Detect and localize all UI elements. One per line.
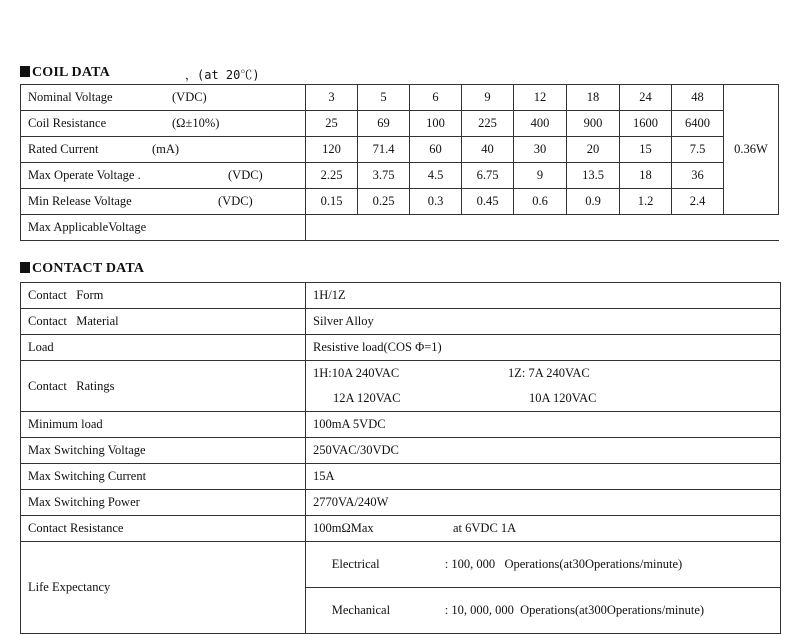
contact-form-label: Contact Form xyxy=(21,283,306,309)
row-label-text: Coil Resistance xyxy=(28,116,107,130)
life-mechanical-cell xyxy=(306,588,781,634)
life-electrical-value: : 100, 000 Operations(at30Operations/minute) xyxy=(444,557,683,571)
contact-data-title-text: CONTACT DATA xyxy=(32,261,145,276)
value-cell: 6 xyxy=(410,85,462,111)
table-row xyxy=(21,283,781,309)
coil-row xyxy=(21,215,779,241)
coil-data-subtitle: ，(at 20℃) xyxy=(185,68,260,82)
value-cell: 60 xyxy=(410,137,462,163)
contact-ratings-label: Contact Ratings xyxy=(21,361,306,412)
coil-power-cell: 0.36W xyxy=(724,85,779,215)
coil-row xyxy=(21,163,779,189)
value-cell: 18 xyxy=(620,163,672,189)
coil-data-title xyxy=(20,65,110,81)
coil-row xyxy=(21,85,779,111)
table-row xyxy=(21,542,781,588)
contact-data-table xyxy=(20,282,781,634)
value-cell: 30 xyxy=(514,137,567,163)
coil-data-title-text: COIL DATA xyxy=(32,65,110,80)
contact-material-value: Silver Alloy xyxy=(306,309,781,335)
value-cell: 100 xyxy=(410,111,462,137)
value-cell: 0.15 xyxy=(306,189,358,215)
value-cell: 0.45 xyxy=(462,189,514,215)
coil-row xyxy=(21,111,779,137)
life-mechanical-label: Mechanical xyxy=(331,603,391,617)
coil-row-label xyxy=(21,111,306,137)
value-cell: 4.5 xyxy=(410,163,462,189)
value-cell: 900 xyxy=(567,111,620,137)
value-cell: 2.25 xyxy=(306,163,358,189)
load-value: Resistive load(COS Φ=1) xyxy=(306,335,781,361)
table-row xyxy=(21,335,781,361)
value-cell: 7.5 xyxy=(672,137,724,163)
value-cell: 36 xyxy=(672,163,724,189)
coil-row xyxy=(21,137,779,163)
value-cell: 15 xyxy=(620,137,672,163)
row-unit-text: (VDC) xyxy=(218,194,253,208)
ratings-1z-a: 1Z: 7A 240VAC xyxy=(508,366,590,380)
value-cell: 20 xyxy=(567,137,620,163)
value-cell: 0.25 xyxy=(358,189,410,215)
value-cell: 13.5 xyxy=(567,163,620,189)
life-electrical-label: Electrical xyxy=(331,557,380,571)
square-bullet-icon xyxy=(20,262,30,273)
value-cell: 6.75 xyxy=(462,163,514,189)
min-load-label: Minimum load xyxy=(21,412,306,438)
table-row xyxy=(21,490,781,516)
value-cell: 1600 xyxy=(620,111,672,137)
max-applicable-label: Max ApplicableVoltage xyxy=(21,215,306,241)
value-cell: 12 xyxy=(514,85,567,111)
contact-form-value: 1H/1Z xyxy=(306,283,781,309)
value-cell: 0.6 xyxy=(514,189,567,215)
value-cell: 5 xyxy=(358,85,410,111)
coil-row-label xyxy=(21,163,306,189)
contact-data-title xyxy=(20,261,144,277)
max-switching-power-label: Max Switching Power xyxy=(21,490,306,516)
value-cell: 0.9 xyxy=(567,189,620,215)
contact-resistance-value: 100mΩMax xyxy=(313,521,374,535)
max-switching-current-value: 15A xyxy=(306,464,781,490)
row-unit-text: (Ω±10%) xyxy=(172,116,220,130)
value-cell: 0.3 xyxy=(410,189,462,215)
life-expectancy-label: Life Expectancy xyxy=(21,542,306,634)
value-cell: 9 xyxy=(514,163,567,189)
coil-row-label xyxy=(21,85,306,111)
max-switching-voltage-value: 250VAC/30VDC xyxy=(306,438,781,464)
table-row xyxy=(21,464,781,490)
value-cell: 1.2 xyxy=(620,189,672,215)
value-cell: 3.75 xyxy=(358,163,410,189)
life-mechanical-value: : 10, 000, 000 Operations(at300Operations/minute) xyxy=(444,603,705,617)
value-cell: 69 xyxy=(358,111,410,137)
value-cell: 400 xyxy=(514,111,567,137)
coil-data-table xyxy=(20,84,779,241)
row-label-text: Min Release Voltage xyxy=(28,194,132,208)
table-row xyxy=(21,516,781,542)
row-label-text: Rated Current xyxy=(28,142,99,156)
contact-ratings-line-1 xyxy=(306,361,781,387)
contact-resistance-label: Contact Resistance xyxy=(21,516,306,542)
row-label-text: Nominal Voltage xyxy=(28,90,113,104)
row-unit-text: (VDC) xyxy=(228,168,263,182)
value-cell: 25 xyxy=(306,111,358,137)
max-switching-current-label: Max Switching Current xyxy=(21,464,306,490)
max-switching-voltage-label: Max Switching Voltage xyxy=(21,438,306,464)
value-cell: 3 xyxy=(306,85,358,111)
value-cell: 9 xyxy=(462,85,514,111)
contact-ratings-line-2 xyxy=(306,386,781,412)
coil-row-label xyxy=(21,137,306,163)
contact-resistance-condition: at 6VDC 1A xyxy=(453,521,517,535)
table-row xyxy=(21,412,781,438)
min-load-value: 100mA 5VDC xyxy=(306,412,781,438)
value-cell: 48 xyxy=(672,85,724,111)
table-row xyxy=(21,438,781,464)
value-cell: 120 xyxy=(306,137,358,163)
value-cell: 225 xyxy=(462,111,514,137)
row-unit-text: (VDC) xyxy=(172,90,207,104)
ratings-1h-a: 1H:10A 240VAC xyxy=(313,366,400,380)
row-unit-text: (mA) xyxy=(152,142,180,156)
contact-material-label: Contact Material xyxy=(21,309,306,335)
row-label-text: Max Operate Voltage . xyxy=(28,168,141,182)
max-applicable-value xyxy=(306,215,779,241)
contact-resistance-value-cell xyxy=(306,516,781,542)
table-row xyxy=(21,361,781,387)
life-electrical-cell xyxy=(306,542,781,588)
ratings-1h-b: 12A 120VAC xyxy=(333,391,401,405)
table-row xyxy=(21,309,781,335)
load-label: Load xyxy=(21,335,306,361)
max-switching-power-value: 2770VA/240W xyxy=(306,490,781,516)
square-bullet-icon xyxy=(20,66,30,77)
value-cell: 18 xyxy=(567,85,620,111)
value-cell: 24 xyxy=(620,85,672,111)
value-cell: 71.4 xyxy=(358,137,410,163)
value-cell: 6400 xyxy=(672,111,724,137)
coil-row-label xyxy=(21,189,306,215)
value-cell: 2.4 xyxy=(672,189,724,215)
value-cell: 40 xyxy=(462,137,514,163)
ratings-1z-b: 10A 120VAC xyxy=(529,391,597,405)
coil-row xyxy=(21,189,779,215)
